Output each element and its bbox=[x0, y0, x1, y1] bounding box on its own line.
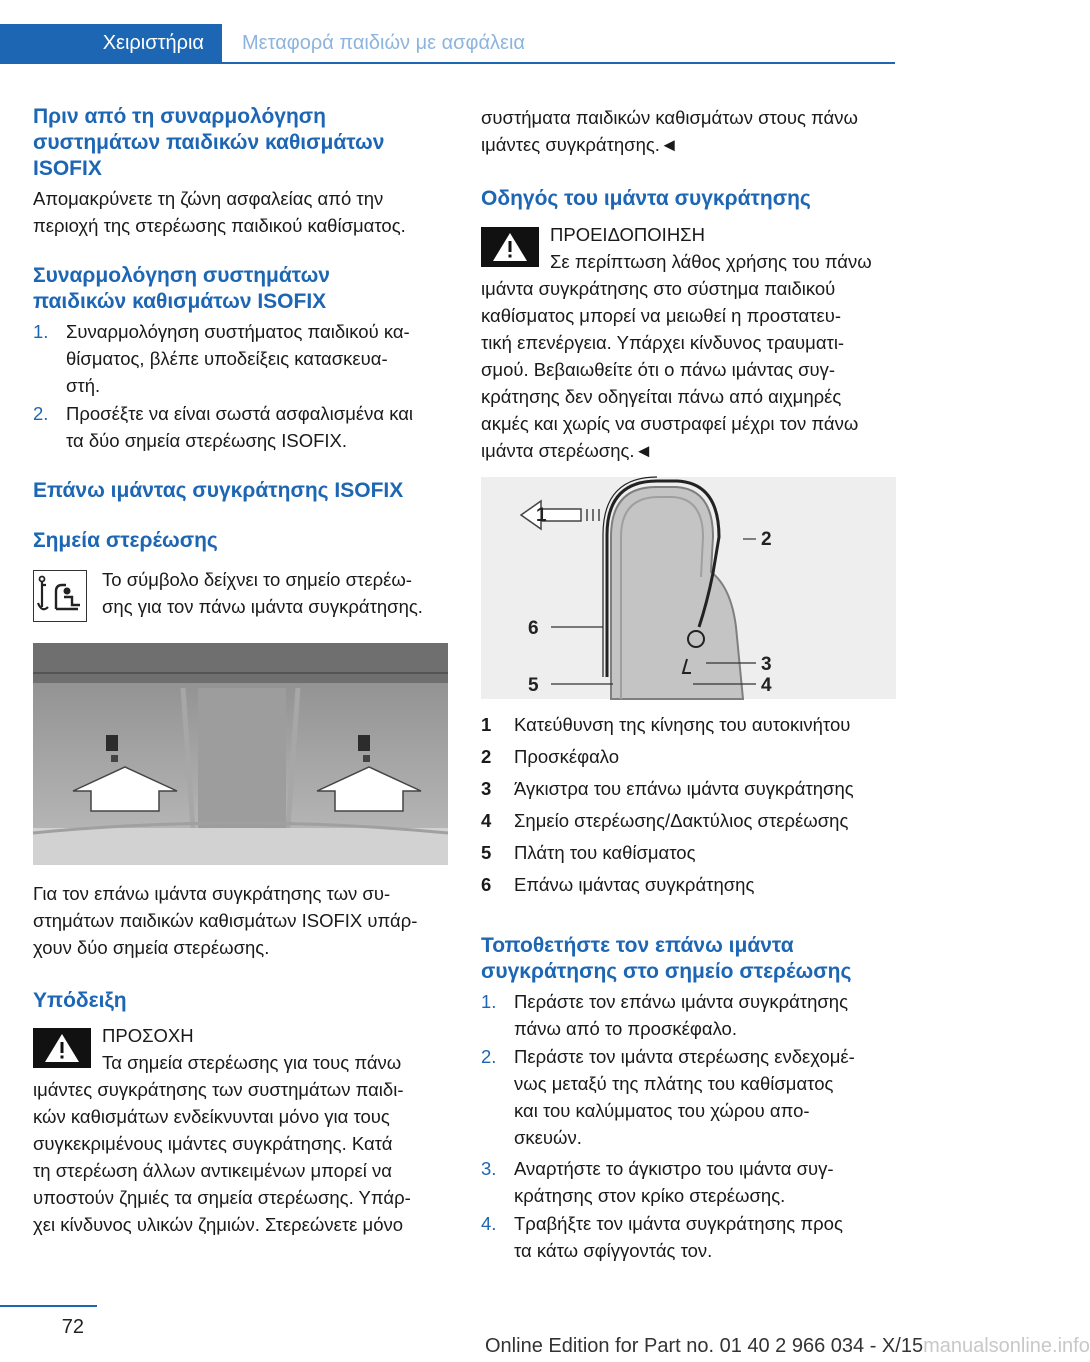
caution-text: ιμάντες συγκράτησης των συστημάτων παιδι- κών καθισμάτων ενδείκνυνται μόνο για τους συγκεκριμένους ιμάντες συγκράτησης. Κατά τη στερέωση άλλων αντικειμένων μπορεί να υποστούν ζημιές τα σημεία στερέωσης. Υπάρ- χει κίνδυνος υλικών ζημιών. Στερεώνετε μόνο bbox=[33, 1079, 411, 1235]
footer-divider bbox=[0, 1305, 97, 1307]
legend-number: 5 bbox=[481, 842, 492, 863]
step-text: Περάστε τον επάνω ιμάντα συγκράτησης πάνω από το προσκέφαλο. bbox=[514, 991, 849, 1039]
child-seat-anchor-icon bbox=[33, 570, 87, 622]
legend-text: Πλάτη του καθίσματος bbox=[514, 842, 696, 863]
legend-text: Επάνω ιμάντας συγκράτησης bbox=[514, 874, 755, 895]
legend-text: Κατεύθυνση της κίνησης του αυτοκινήτου bbox=[514, 714, 851, 735]
step-text: Περάστε τον ιμάντα στερέωσης ενδεχομέ- νως μεταξύ της πλάτης του καθίσματος και του καλύμματος του χώρου απο- σκευών. bbox=[514, 1046, 855, 1148]
heading-strap-guide: Οδηγός του ιμάντα συγκράτησης bbox=[481, 187, 811, 210]
tab-child-safety[interactable]: Μεταφορά παιδιών με ασφάλεια bbox=[242, 32, 525, 54]
heading-assembly: Συναρμολόγηση συστημάτων παιδικών καθισμάτων ISOFIX bbox=[33, 264, 330, 313]
legend-number: 6 bbox=[481, 874, 492, 895]
diagram-label: 4 bbox=[761, 675, 772, 696]
step-text: Συναρμολόγηση συστήματος παιδικού κα- θίσματος, βλέπε υποδείξεις κατασκευα- στή. bbox=[66, 321, 410, 396]
heading-anchor-points: Σημεία στερέωσης bbox=[33, 529, 218, 552]
warning-title: ΠΡΟΕΙΔΟΠΟΙΗΣΗ bbox=[550, 224, 705, 245]
step-number: 2. bbox=[481, 1046, 497, 1067]
step-number: 1. bbox=[481, 991, 497, 1012]
caution-text-first-line: Τα σημεία στερέωσης για τους πάνω bbox=[102, 1052, 402, 1073]
header-bar bbox=[0, 0, 895, 64]
diagram-label: 6 bbox=[528, 618, 539, 639]
legend-number: 4 bbox=[481, 810, 492, 831]
header-divider bbox=[0, 62, 895, 64]
caution-title: ΠΡΟΣΟΧΗ bbox=[102, 1025, 194, 1046]
diagram-label: 3 bbox=[761, 654, 772, 675]
edition-text: Online Edition for Part no. 01 40 2 966 034 - X/15 bbox=[485, 1335, 924, 1357]
watermark-text[interactable]: manualsonline.info bbox=[923, 1335, 1090, 1357]
legend-number: 1 bbox=[481, 714, 492, 735]
warning-icon bbox=[481, 227, 539, 267]
step-text: Τραβήξτε τον ιμάντα συγκράτησης προς τα κάτω σφίγγοντάς τον. bbox=[514, 1213, 843, 1261]
diagram-label: 5 bbox=[528, 675, 539, 696]
caution-icon bbox=[33, 1028, 91, 1068]
legend-text: Σημείο στερέωσης/Δακτύλιος στερέωσης bbox=[514, 810, 849, 831]
paragraph-before-assembly: Απομακρύνετε τη ζώνη ασφαλείας από την περιοχή της στερέωσης παιδικού καθίσματος. bbox=[33, 188, 406, 236]
legend-text: Προσκέφαλο bbox=[514, 746, 620, 767]
paragraph-continued: συστήματα παιδικών καθισμάτων στους πάνω ιμάντες συγκράτησης.◄ bbox=[481, 107, 858, 155]
legend-number: 3 bbox=[481, 778, 492, 799]
legend-text: Άγκιστρα του επάνω ιμάντα συγκράτησης bbox=[514, 778, 854, 799]
paragraph-symbol: Το σύμβολο δείχνει το σημείο στερέω- σης για τον πάνω ιμάντα συγκράτησης. bbox=[102, 569, 423, 617]
paragraph-two-points: Για τον επάνω ιμάντα συγκράτησης των συ- στημάτων παιδικών καθισμάτων ISOFIX υπάρ- χουν δύο σημεία στερέωσης. bbox=[33, 883, 418, 958]
step-number: 1. bbox=[33, 321, 49, 342]
step-number: 4. bbox=[481, 1213, 497, 1234]
heading-place-strap: Τοποθετήστε τον επάνω ιμάντα συγκράτησης στο σημείο στερέωσης bbox=[481, 934, 852, 983]
heading-note: Υπόδειξη bbox=[33, 989, 127, 1012]
heading-before-assembly: Πριν από τη συναρμολόγηση συστημάτων παιδικών καθισμάτων ISOFIX bbox=[33, 105, 385, 180]
heading-tether: Επάνω ιμάντας συγκράτησης ISOFIX bbox=[33, 479, 404, 502]
step-text: Προσέξτε να είναι σωστά ασφαλισμένα και τα δύο σημεία στερέωσης ISOFIX. bbox=[66, 403, 414, 451]
warning-text: ιμάντα συγκράτησης στο σύστημα παιδικού καθίσματος μπορεί να μειωθεί η προστατευ- τική επενέργεια. Υπάρχει κίνδυνος τραυματι- σμού. Βεβαιωθείτε ότι ο πάνω ιμάντας συγ- κράτησης δεν οδηγείται πάνω από αιχμηρές ακμές και χωρίς να συστραφεί μέχρι τον πάνω ιμάντα στερέωσης.◄ bbox=[481, 278, 859, 461]
trunk-anchor-photo bbox=[33, 643, 448, 865]
legend-number: 2 bbox=[481, 746, 492, 767]
step-number: 3. bbox=[481, 1158, 497, 1179]
footer-edition bbox=[485, 1335, 1090, 1358]
page-number: 72 bbox=[61, 1316, 84, 1338]
step-number: 2. bbox=[33, 403, 49, 424]
tab-controls[interactable]: Χειριστήρια bbox=[0, 24, 222, 62]
headrest-tether-diagram bbox=[481, 477, 896, 699]
diagram-label: 2 bbox=[761, 529, 772, 550]
step-text: Αναρτήστε το άγκιστρο του ιμάντα συγ- κράτησης στον κρίκο στερέωσης. bbox=[514, 1158, 834, 1206]
diagram-label: 1 bbox=[536, 505, 547, 526]
warning-text-first-line: Σε περίπτωση λάθος χρήσης του πάνω bbox=[550, 251, 872, 272]
